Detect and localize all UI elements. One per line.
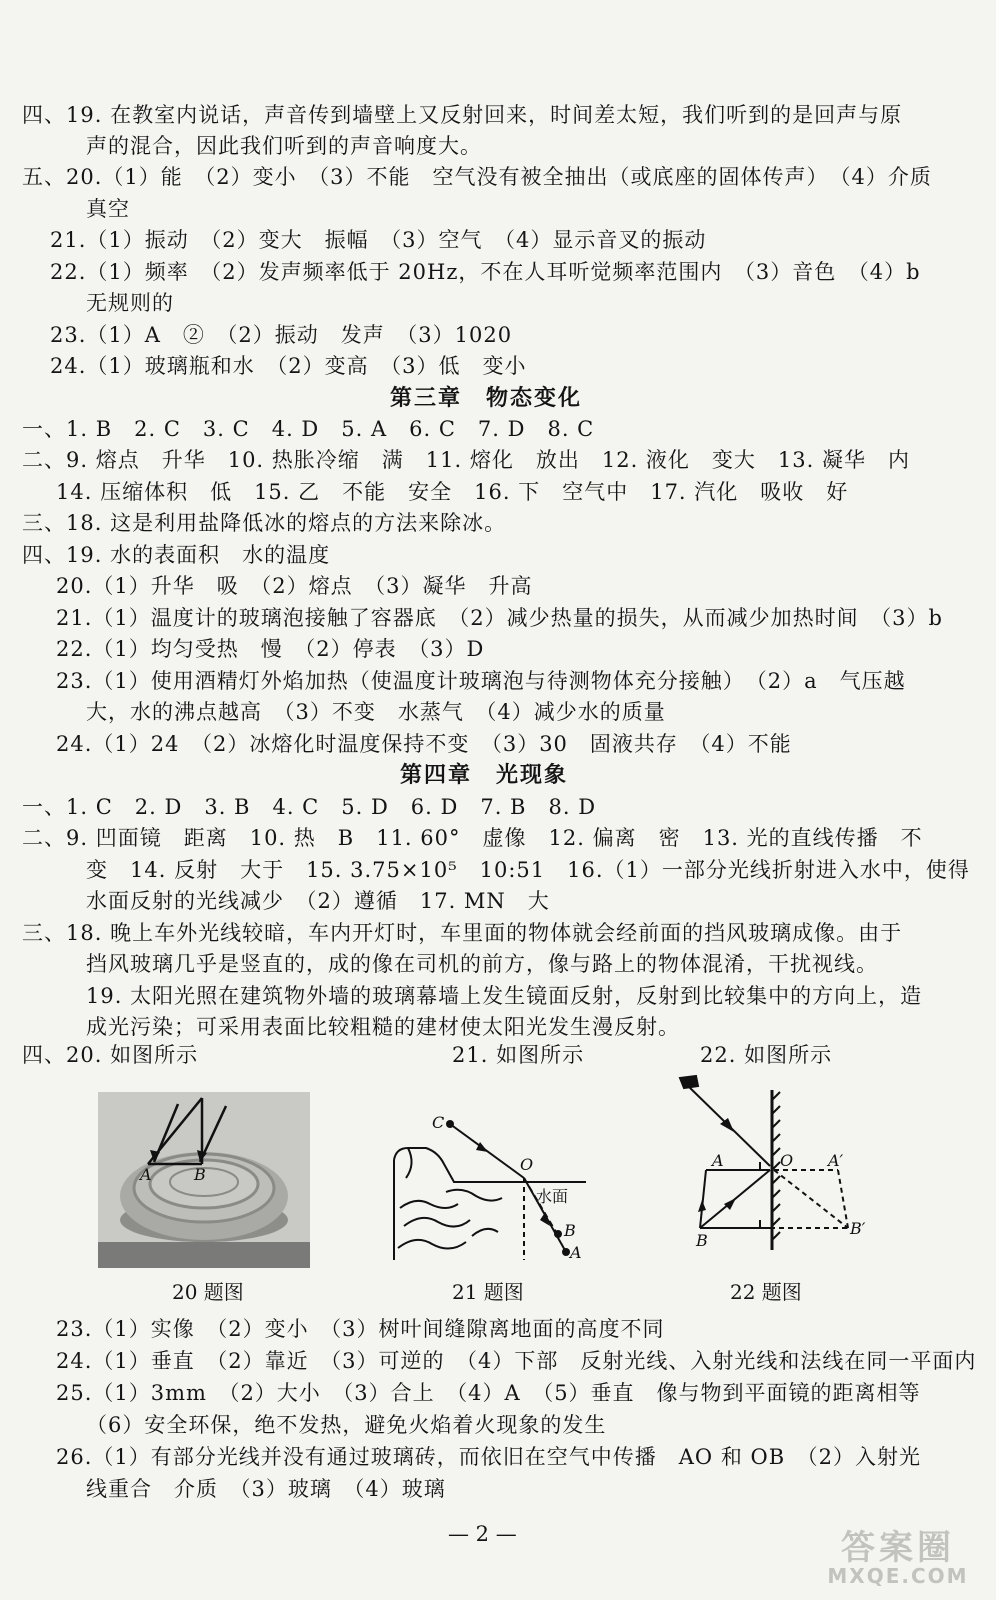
answer-line: 二、9. 熔点 升华 10. 热胀冷缩 满 11. 熔化 放出 12. 液化 变大 13. 凝华 内 <box>22 448 910 472</box>
page-number: — 2 — <box>448 1522 517 1546</box>
answer-line: 14. 压缩体积 低 15. 乙 不能 安全 16. 下 空气中 17. 汽化 吸收 好 <box>56 480 849 504</box>
figure-21-caption: 21 题图 <box>452 1280 524 1304</box>
answer-line: 真空 <box>86 197 130 221</box>
answer-line: 水面反射的光线减少 （2）遵循 17. MN 大 <box>86 889 550 913</box>
fig22-label-a: A <box>712 1151 724 1170</box>
answer-line: 23.（1）使用酒精灯外焰加热（使温度计玻璃泡与待测物体充分接触） （2）a 气压越 <box>56 669 906 693</box>
chapter-heading: 第四章 光现象 <box>400 762 569 788</box>
figure-20-caption: 20 题图 <box>172 1280 244 1304</box>
fig21-label-c: C <box>432 1113 445 1132</box>
answer-line: 24.（1）玻璃瓶和水 （2）变高 （3）低 变小 <box>50 354 527 378</box>
answer-line: 五、20.（1）能 （2）变小 （3）不能 空气没有被全抽出（或底座的固体传声） （4）介质 <box>22 165 932 189</box>
figure-title: 21. 如图所示 <box>452 1043 585 1067</box>
answer-line: 24.（1）24 （2）冰熔化时温度保持不变 （3）30 固液共存 （4）不能 <box>56 732 792 756</box>
answer-line: 一、1. C 2. D 3. B 4. C 5. D 6. D 7. B 8. D <box>22 795 597 819</box>
fig22-label-b-prime: B′ <box>850 1219 866 1238</box>
fig20-label-b: B <box>194 1165 206 1184</box>
answer-line: 21.（1）振动 （2）变大 振幅 （3）空气 （4）显示音叉的振动 <box>50 228 707 252</box>
answer-line: 22.（1）频率 （2）发声频率低于 20Hz，不在人耳听觉频率范围内 （3）音色 （4）b <box>50 260 921 284</box>
watermark-sub: MXQE.COM <box>827 1564 969 1588</box>
answer-line: 21.（1）温度计的玻璃泡接触了容器底 （2）减少热量的损失，从而减少加热时间 （3）b <box>56 606 943 630</box>
chapter-heading: 第三章 物态变化 <box>390 385 583 411</box>
figure-21-diagram <box>386 1108 596 1268</box>
answer-line: （6）安全环保，绝不发热，避免火焰着火现象的发生 <box>86 1413 607 1437</box>
answer-line: 26.（1）有部分光线并没有通过玻璃砖，而依旧在空气中传播 AO 和 OB （2）入射光 <box>56 1445 921 1469</box>
answer-line: 25.（1）3mm （2）大小 （3）合上 （4）A （5）垂直 像与物到平面镜的距离相等 <box>56 1381 921 1405</box>
answer-line: 20.（1）升华 吸 （2）熔点 （3）凝华 升高 <box>56 574 533 598</box>
watermark-logo <box>818 1520 978 1590</box>
figure-title: 22. 如图所示 <box>700 1043 833 1067</box>
answer-line: 大，水的沸点越高 （3）不变 水蒸气 （4）减少水的质量 <box>86 700 666 724</box>
fig22-label-a-prime: A′ <box>828 1151 844 1170</box>
answer-line: 三、18. 这是利用盐降低冰的熔点的方法来除冰。 <box>22 511 507 535</box>
fig21-label-o: O <box>520 1155 534 1174</box>
fig20-label-a: A <box>140 1165 152 1184</box>
answer-line: 声的混合，因此我们听到的声音响度大。 <box>86 134 482 158</box>
watermark-main: 答案圈 <box>841 1528 955 1568</box>
figure-20-photo <box>98 1092 310 1268</box>
answer-line: 四、19. 在教室内说话，声音传到墙壁上又反射回来，时间差太短，我们听到的是回声与原 <box>22 103 903 127</box>
answer-line: 变 14. 反射 大于 15. 3.75×10⁵ 10:51 16.（1）一部分光线折射进入水中，使得 <box>86 858 970 882</box>
fig21-label-a: A <box>570 1243 582 1262</box>
answer-line: 三、18. 晚上车外光线较暗，车内开灯时，车里面的物体就会经前面的挡风玻璃成像。由于 <box>22 921 903 945</box>
answer-line: 四、19. 水的表面积 水的温度 <box>22 543 331 567</box>
answer-line: 成光污染；可采用表面比较粗糙的建材使太阳光发生漫反射。 <box>86 1015 680 1039</box>
answer-line: 24.（1）垂直 （2）靠近 （3）可逆的 （4）下部 反射光线、入射光线和法线在同一平面内 <box>56 1349 977 1373</box>
answer-line: 一、1. B 2. C 3. C 4. D 5. A 6. C 7. D 8. C <box>22 417 595 441</box>
answer-line: 19. 太阳光照在建筑物外墙的玻璃幕墙上发生镜面反射，反射到比较集中的方向上，造 <box>86 984 923 1008</box>
figure-22-diagram <box>676 1070 876 1250</box>
fig21-label-surface: 水面 <box>536 1187 569 1206</box>
fig22-label-o: O <box>780 1151 794 1170</box>
answer-line: 二、9. 凹面镜 距离 10. 热 B 11. 60° 虚像 12. 偏离 密 13. 光的直线传播 不 <box>22 826 923 850</box>
answer-line: 23.（1）A ② （2）振动 发声 （3）1020 <box>50 323 513 347</box>
answer-line: 挡风玻璃几乎是竖直的，成的像在司机的前方，像与路上的物体混淆，干扰视线。 <box>86 952 878 976</box>
answer-line: 22.（1）均匀受热 慢 （2）停表 （3）D <box>56 637 485 661</box>
fig22-label-b: B <box>696 1231 708 1250</box>
answer-line: 23.（1）实像 （2）变小 （3）树叶间缝隙离地面的高度不同 <box>56 1317 665 1341</box>
answer-line: 线重合 介质 （3）玻璃 （4）玻璃 <box>86 1477 446 1501</box>
figure-22-caption: 22 题图 <box>730 1280 802 1304</box>
fig21-label-b: B <box>564 1221 576 1240</box>
answer-line: 无规则的 <box>86 291 174 315</box>
answer-line: 四、20. 如图所示 <box>22 1043 199 1067</box>
